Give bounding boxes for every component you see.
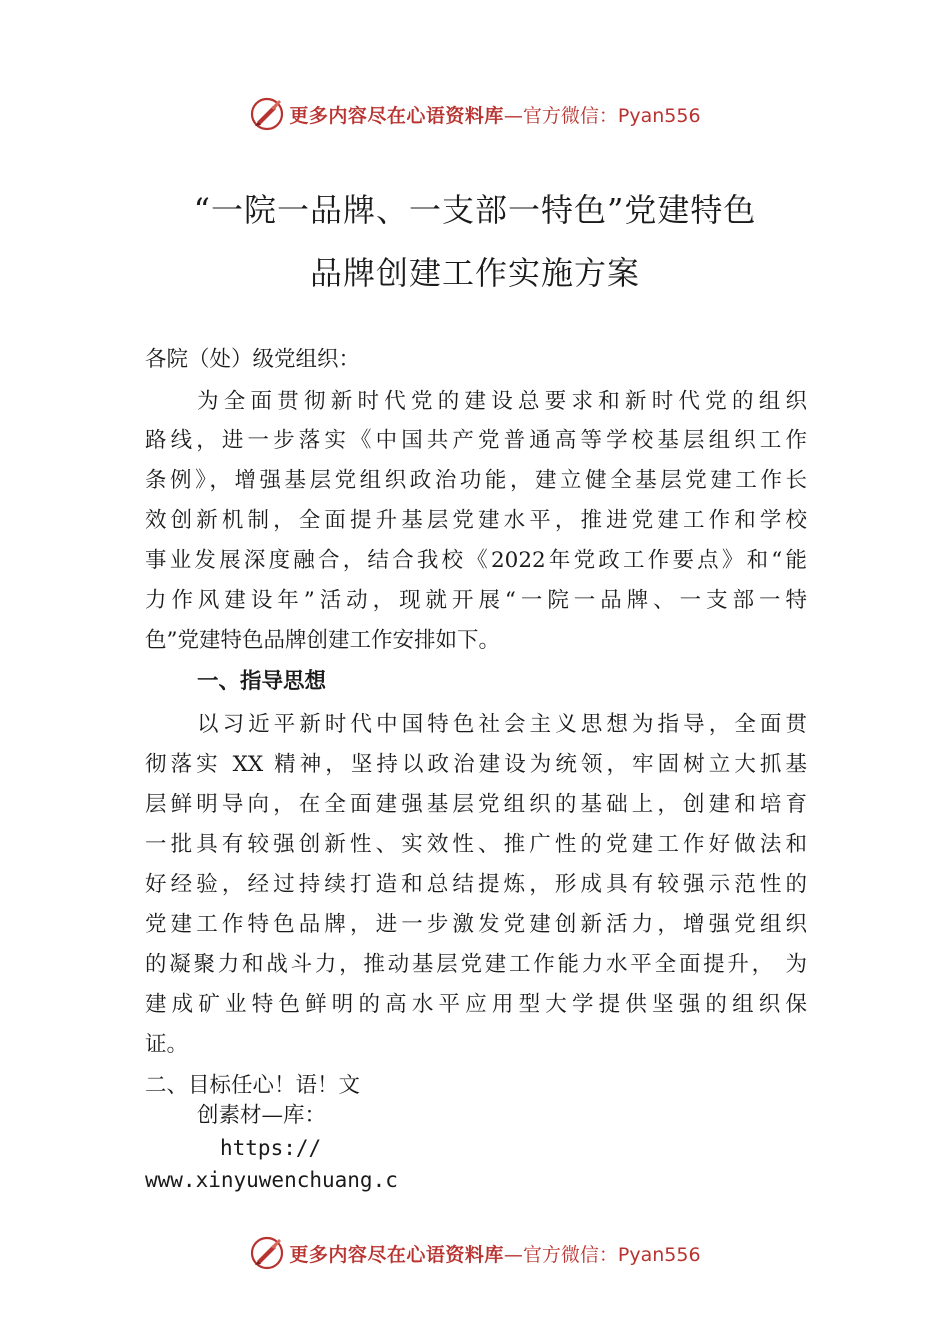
section2-heading: 二、目标任心！语！文 xyxy=(145,1073,361,1098)
intro-line: 为全面贯彻新时代党的建设总要求和新时代党的组织 xyxy=(197,389,807,414)
pen-logo-icon xyxy=(249,1235,285,1271)
intro-line: 事业发展深度融合，结合我校《2022年党政工作要点》和“能 xyxy=(145,548,807,573)
section2-link-line[interactable]: www.xinyuwenchuang.c xyxy=(145,1168,398,1192)
section1-line: 层鲜明导向，在全面建强基层党组织的基础上，创建和培育 xyxy=(145,792,807,817)
section1-line: 彻落实 XX 精神，坚持以政治建设为统领，牢固树立大抓基 xyxy=(145,752,807,777)
banner-text: 更多内容尽在心语资料库 xyxy=(289,104,504,127)
header-watermark-banner xyxy=(0,94,950,134)
salutation: 各院（处）级党组织： xyxy=(145,347,361,372)
intro-line: 条例》，增强基层党组织政治功能，建立健全基层党建工作长 xyxy=(145,468,807,493)
section1-line: 证。 xyxy=(145,1032,189,1057)
intro-line: 路线，进一步落实《中国共产党普通高等学校基层组织工作 xyxy=(145,428,807,453)
document-title-line-1: “一院一品牌、一支部一特色”党建特色 xyxy=(193,191,757,229)
pen-logo-icon xyxy=(249,96,285,132)
section2-line: 创素材—库： xyxy=(197,1103,327,1128)
intro-line: 色”党建特色品牌创建工作安排如下。 xyxy=(145,628,500,653)
intro-line: 力作风建设年”活动，现就开展“一院一品牌、一支部一特 xyxy=(145,588,807,613)
section2-link-line[interactable]: https:// xyxy=(220,1136,322,1160)
section1-line: 以习近平新时代中国特色社会主义思想为指导，全面贯 xyxy=(197,712,807,737)
section1-line: 好经验，经过持续打造和总结提炼，形成具有较强示范性的 xyxy=(145,872,807,897)
section1-line: 党建工作特色品牌，进一步激发党建创新活力，增强党组织 xyxy=(145,912,807,937)
section1-line: 一批具有较强创新性、实效性、推广性的党建工作好做法和 xyxy=(145,832,807,857)
section1-line: 建成矿业特色鲜明的高水平应用型大学提供坚强的组织保 xyxy=(145,992,807,1017)
footer-watermark-banner xyxy=(0,1233,950,1273)
banner-text: 更多内容尽在心语资料库 xyxy=(289,1243,504,1266)
section1-line: 的凝聚力和战斗力，推动基层党建工作能力水平全面提升， 为 xyxy=(145,952,807,977)
banner-contact: —官方微信：Pyan556 xyxy=(503,1243,701,1266)
banner-contact: —官方微信：Pyan556 xyxy=(503,104,701,127)
section-heading-guiding-ideology: 一、指导思想 xyxy=(197,669,327,694)
intro-line: 效创新机制，全面提升基层党建水平，推进党建工作和学校 xyxy=(145,508,807,533)
document-title-line-2: 品牌创建工作实施方案 xyxy=(309,254,640,292)
